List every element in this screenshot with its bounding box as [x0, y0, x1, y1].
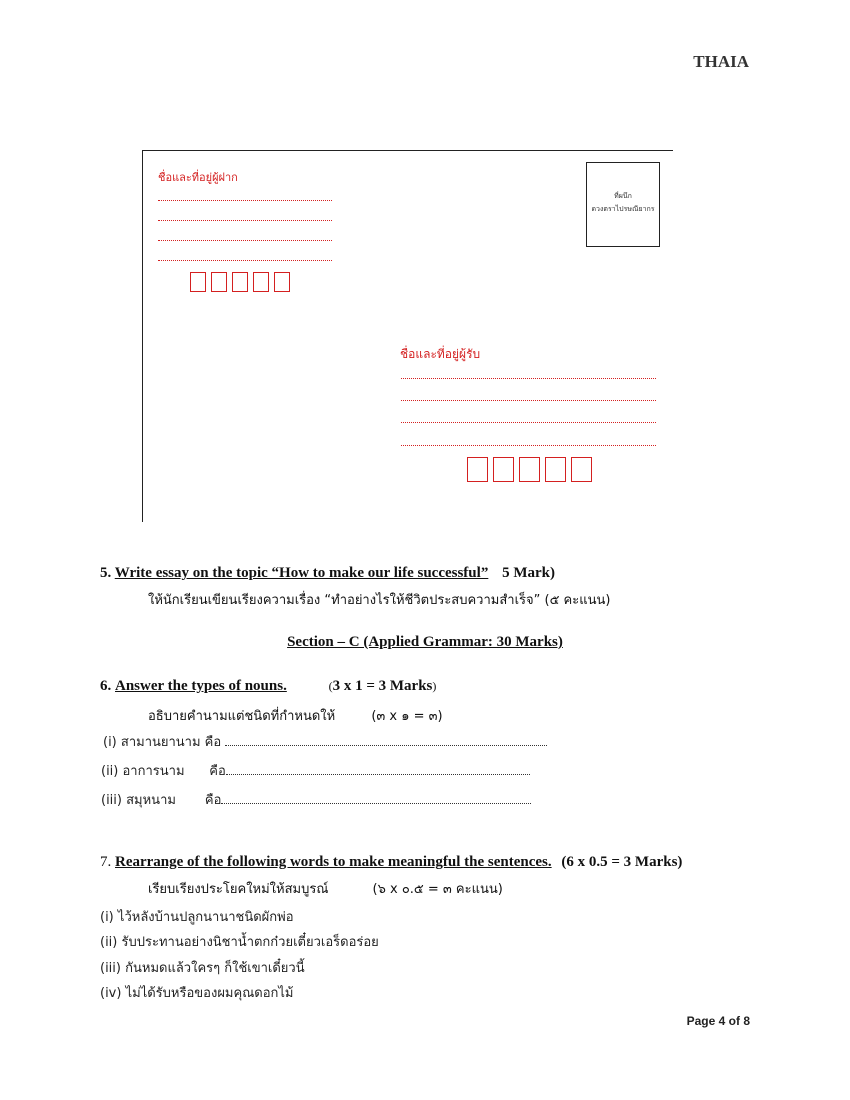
question-marks: 3 x 1 = 3 Marks — [332, 678, 433, 694]
sender-line — [158, 240, 332, 241]
stamp-text-line1: ที่ผนึก — [614, 192, 632, 200]
answer-line[interactable] — [226, 774, 530, 775]
receiver-line — [401, 378, 656, 379]
item-number: (ii) — [100, 935, 118, 950]
answer-line[interactable] — [221, 803, 531, 804]
sender-postcode-box — [253, 272, 269, 292]
answer-label: (ii) อาการนาม คือ — [101, 764, 226, 779]
sender-postcode-box — [232, 272, 248, 292]
thai-instruction: อธิบายคำนามแต่ชนิดที่กำหนดให้ — [148, 709, 336, 724]
answer-label: (iii) สมุหนาม คือ — [101, 793, 222, 808]
receiver-line — [401, 400, 656, 401]
question-marks: (6 x 0.5 = 3 Marks) — [561, 854, 683, 870]
marks-close: ) — [432, 679, 437, 693]
list-item — [100, 931, 379, 952]
sender-postcode-box — [274, 272, 290, 292]
item-text: กันหมดแล้วใครๆ ก็ใช้เขาเดี๋ยวนี้ — [125, 961, 305, 976]
receiver-postcode-box — [467, 457, 488, 482]
page-total: 8 — [743, 1014, 750, 1028]
question-prompt: Write essay on the topic “How to make our life successful” — [114, 565, 489, 581]
sender-postcode-box — [190, 272, 206, 292]
item-number: (iv) — [100, 986, 122, 1001]
sender-label: ชื่อและที่อยู่ผู้ฝาก — [158, 171, 238, 184]
answer-item — [101, 760, 530, 781]
list-item — [100, 982, 294, 1003]
sender-line — [158, 220, 332, 221]
item-text: ไว้หลังบ้านปลูกนานาชนิดผักพ่อ — [117, 910, 294, 925]
receiver-postcode-box — [571, 457, 592, 482]
receiver-line — [401, 445, 656, 446]
answer-item — [101, 789, 531, 810]
question-6 — [100, 678, 436, 695]
item-number: (i) — [100, 910, 114, 925]
item-text: รับประทานอย่างนิชาน้ำตกก๋วยเตี๋ยวเอร็ดอร่อย — [121, 935, 379, 950]
page-footer — [687, 1014, 750, 1028]
stamp-area — [586, 162, 660, 247]
question-marks: 5 Mark) — [502, 565, 555, 581]
thai-marks: (๖ x ๐.๕ = ๓ คะแนน) — [372, 882, 503, 897]
thai-marks: (๓ x ๑ = ๓) — [371, 709, 443, 724]
question-7-thai — [148, 878, 503, 899]
question-number: 5. — [100, 565, 112, 581]
item-text: ไม่ได้รับหรือของผมคุณดอกไม้ — [125, 986, 294, 1001]
question-number: 7. — [100, 854, 112, 870]
question-prompt: Answer the types of nouns. — [115, 678, 287, 694]
question-6-thai — [148, 705, 443, 726]
thai-instruction: เรียบเรียงประโยคใหม่ให้สมบูรณ์ — [148, 882, 329, 897]
list-item — [100, 957, 305, 978]
of-word: of — [728, 1014, 740, 1028]
sender-postcode-box — [211, 272, 227, 292]
receiver-line — [401, 422, 656, 423]
sender-line — [158, 260, 332, 261]
receiver-postcode-box — [545, 457, 566, 482]
question-5 — [100, 565, 555, 582]
question-prompt: Rearrange of the following words to make meaningful the sentences. — [115, 854, 552, 870]
answer-label: (i) สามานยานาม คือ — [103, 735, 222, 750]
item-number: (iii) — [100, 961, 121, 976]
list-item — [100, 906, 294, 927]
question-number: 6. — [100, 678, 112, 694]
page-word: Page — [686, 1014, 716, 1028]
section-title: Section – C (Applied Grammar: 30 Marks) — [287, 634, 563, 650]
sender-line — [158, 200, 332, 201]
receiver-postcode-box — [493, 457, 514, 482]
envelope-left-border — [142, 150, 143, 522]
receiver-label: ชื่อและที่อยู่ผู้รับ — [400, 347, 481, 361]
document-header: THAIA — [693, 52, 749, 71]
receiver-postcode-box — [519, 457, 540, 482]
page-number: 4 — [718, 1014, 726, 1028]
envelope-top-border — [143, 150, 673, 151]
answer-item — [103, 731, 547, 752]
answer-line[interactable] — [225, 745, 547, 746]
question-7 — [100, 854, 682, 871]
stamp-text-line2: ดวงตราไปรษณียากร — [591, 205, 655, 213]
question-5-thai: ให้นักเรียนเขียนเรียงความเรื่อง “ทำอย่างไรให้ชีวิตประสบความสำเร็จ” (๕ คะแนน) — [148, 593, 611, 608]
marks-open: ( — [328, 679, 333, 693]
